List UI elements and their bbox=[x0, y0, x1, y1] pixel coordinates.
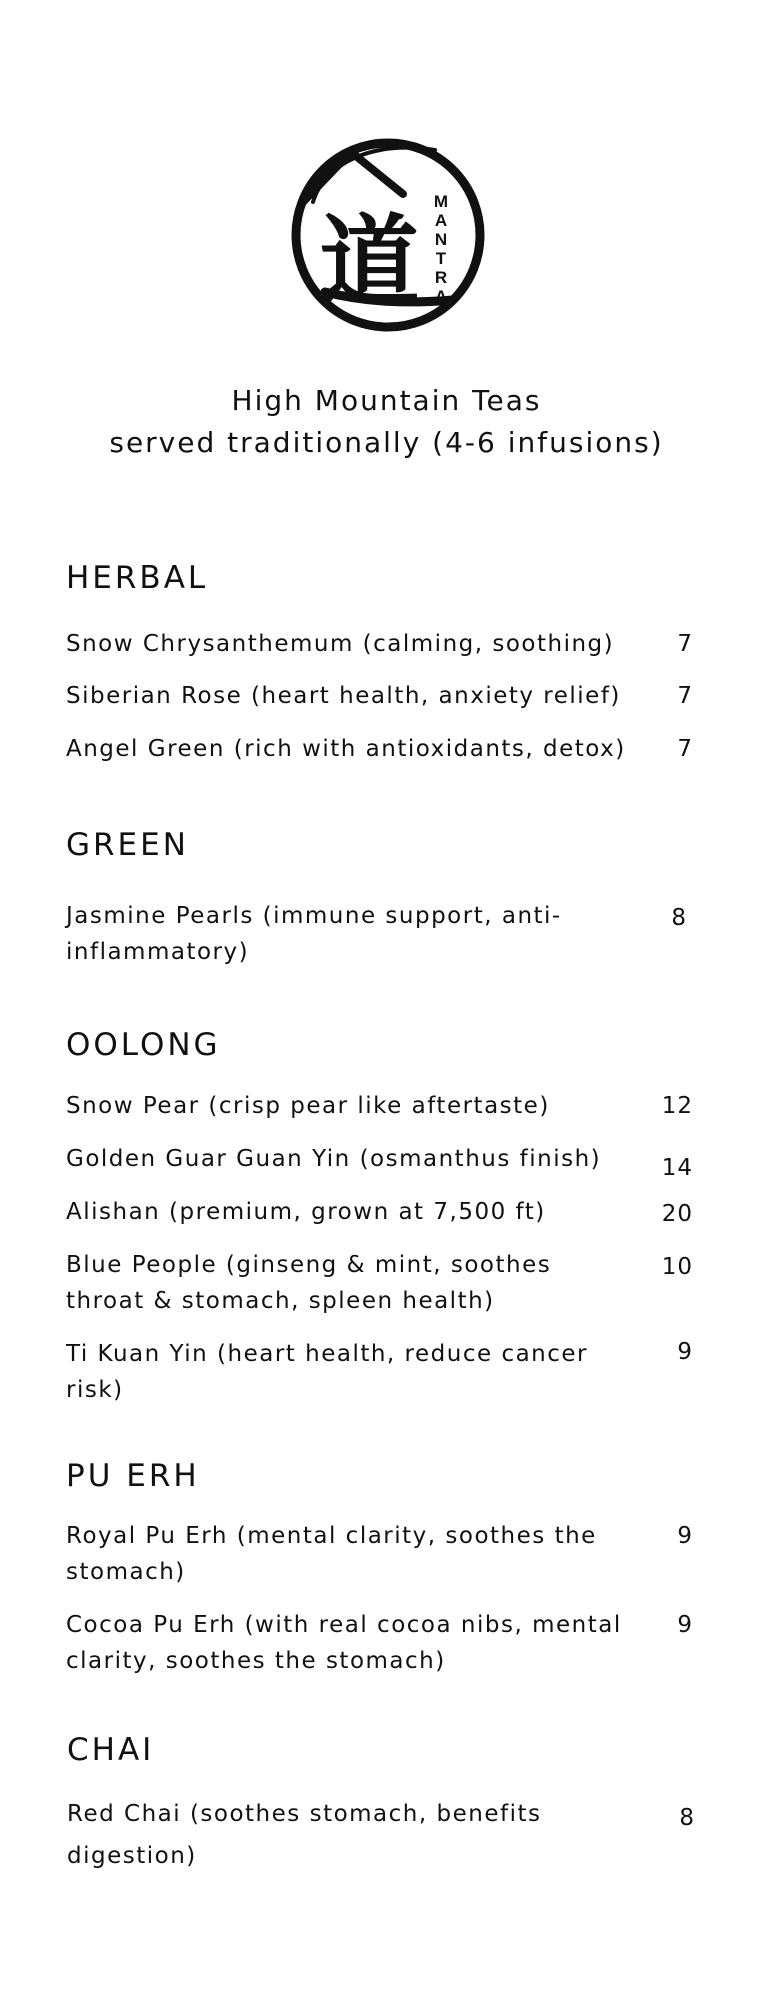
menu-item-name: Jasmine Pearls (immune support, anti-inflammatory) bbox=[66, 903, 562, 965]
menu-item-name: Snow Chrysanthemum (calming, soothing) bbox=[66, 631, 615, 657]
menu-item-name: Siberian Rose (heart health, anxiety relief) bbox=[66, 683, 621, 709]
svg-text:N: N bbox=[434, 230, 448, 249]
menu-item-name: Alishan (premium, grown at 7,500 ft) bbox=[66, 1199, 546, 1225]
menu-item-price: 10 bbox=[661, 1254, 693, 1280]
menu-item-name: Ti Kuan Yin (heart health, reduce cancer risk) bbox=[66, 1341, 589, 1403]
logo-character: 道 bbox=[319, 203, 419, 321]
svg-text:R: R bbox=[434, 268, 448, 287]
menu-item-price: 9 bbox=[677, 1339, 693, 1365]
menu-item-price: 9 bbox=[677, 1612, 693, 1638]
menu-item-price: 8 bbox=[671, 905, 687, 931]
menu-item-price: 8 bbox=[679, 1805, 695, 1831]
menu-item-name: Blue People (ginseng & mint, soothes throat & stomach, spleen health) bbox=[66, 1252, 552, 1314]
svg-text:M: M bbox=[433, 192, 449, 211]
menu-item-price: 9 bbox=[677, 1523, 693, 1549]
menu-item-name: Angel Green (rich with antioxidants, detox) bbox=[66, 736, 626, 762]
menu-subtitle: served traditionally (4-6 infusions) bbox=[109, 426, 664, 459]
section-title-oolong: OOLONG bbox=[66, 1027, 221, 1063]
section-title-chai: CHAI bbox=[67, 1732, 155, 1768]
svg-text:A: A bbox=[434, 211, 448, 230]
menu-item-price: 12 bbox=[661, 1093, 693, 1119]
svg-text:A: A bbox=[434, 287, 448, 306]
menu-item-price: 7 bbox=[677, 736, 693, 762]
mantra-logo-icon bbox=[285, 132, 491, 338]
svg-text:T: T bbox=[435, 249, 447, 268]
section-title-pu-erh: PU ERH bbox=[66, 1458, 200, 1494]
menu-item-price: 7 bbox=[677, 631, 693, 657]
menu-item-name: Red Chai (soothes stomach, benefits digestion) bbox=[67, 1801, 542, 1869]
menu-item-name: Royal Pu Erh (mental clarity, soothes the stomach) bbox=[66, 1523, 597, 1585]
menu-item-name: Golden Guar Guan Yin (osmanthus finish) bbox=[66, 1146, 602, 1172]
menu-item-name: Cocoa Pu Erh (with real cocoa nibs, mental clarity, soothes the stomach) bbox=[66, 1612, 622, 1674]
section-title-green: GREEN bbox=[66, 827, 189, 863]
section-title-herbal: HERBAL bbox=[66, 560, 209, 596]
menu-item-name: Snow Pear (crisp pear like aftertaste) bbox=[66, 1093, 550, 1119]
menu-title: High Mountain Teas bbox=[231, 384, 542, 417]
mantra-logo bbox=[285, 132, 491, 338]
menu-item-price: 7 bbox=[677, 683, 693, 709]
menu-item-price: 20 bbox=[661, 1201, 693, 1227]
menu-item-price: 14 bbox=[661, 1155, 693, 1181]
